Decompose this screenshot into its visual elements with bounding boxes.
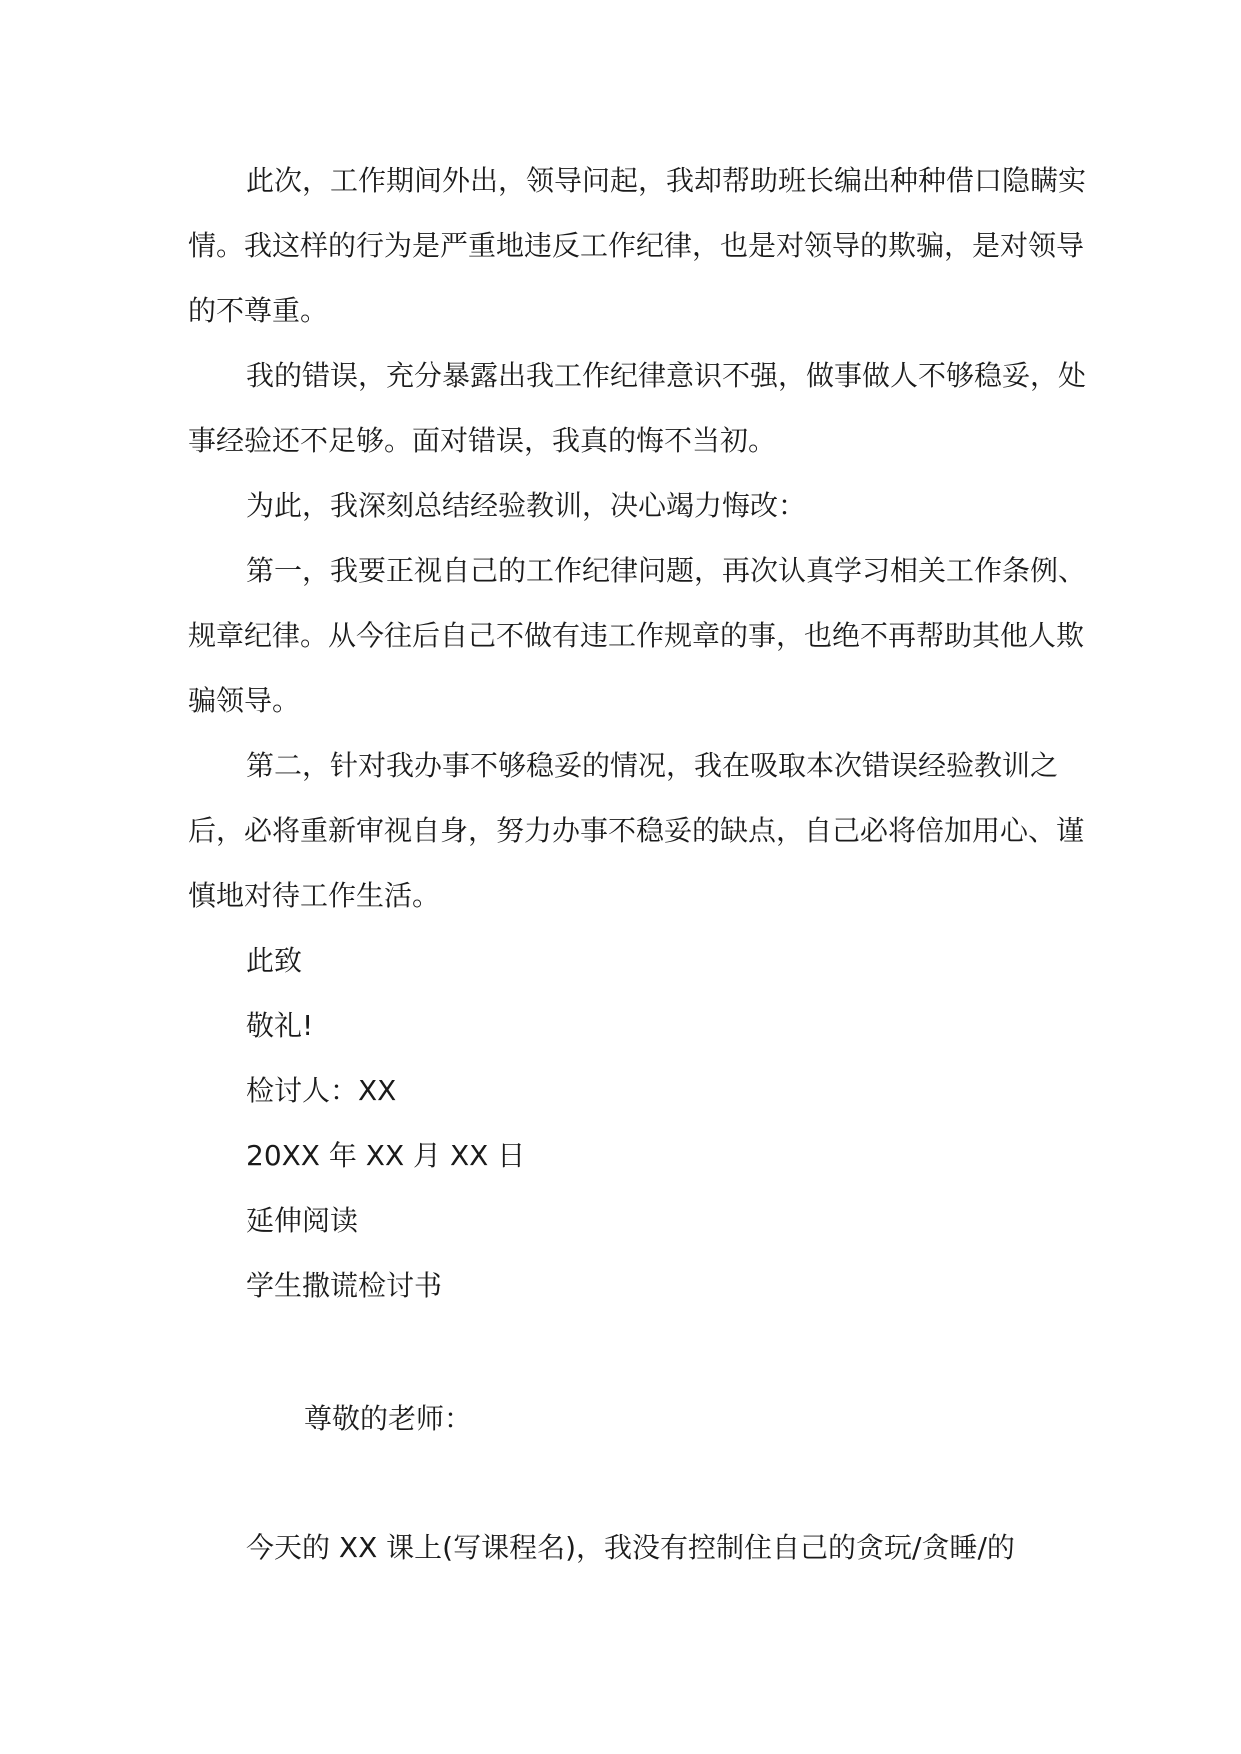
signer-line: 检讨人：XX	[246, 1074, 397, 1107]
letter-salutation: 尊敬的老师：	[304, 1402, 473, 1435]
letter-first-line: 今天的 XX 课上(写课程名)，我没有控制住自己的贪玩/贪睡/的	[246, 1531, 1015, 1564]
document-body	[188, 148, 1088, 1318]
closing-line-2: 敬礼!	[246, 1009, 314, 1042]
paragraph-1: 此次，工作期间外出，领导问起，我却帮助班长编出种种借口隐瞒实情。我这样的行为是严重地违反工作纪律，也是对领导的欺骗，是对领导的不尊重。	[188, 164, 1087, 327]
paragraph-2: 我的错误，充分暴露出我工作纪律意识不强，做事做人不够稳妥，处事经验还不足够。面对错误，我真的悔不当初。	[188, 359, 1087, 457]
extended-reading-heading: 延伸阅读	[246, 1204, 359, 1237]
paragraph-3: 为此，我深刻总结经验教训，决心竭力悔改：	[246, 489, 807, 522]
closing-line-1: 此致	[246, 944, 303, 977]
date-line: 20XX 年 XX 月 XX 日	[246, 1139, 526, 1172]
paragraph-4: 第一，我要正视自己的工作纪律问题，再次认真学习相关工作条例、规章纪律。从今往后自己不做有违工作规章的事，也绝不再帮助其他人欺骗领导。	[188, 554, 1087, 717]
paragraph-5: 第二，针对我办事不够稳妥的情况，我在吸取本次错误经验教训之后，必将重新审视自身，努力办事不稳妥的缺点，自己必将倍加用心、谨慎地对待工作生活。	[188, 749, 1085, 912]
extended-reading-title: 学生撒谎检讨书	[246, 1269, 443, 1302]
